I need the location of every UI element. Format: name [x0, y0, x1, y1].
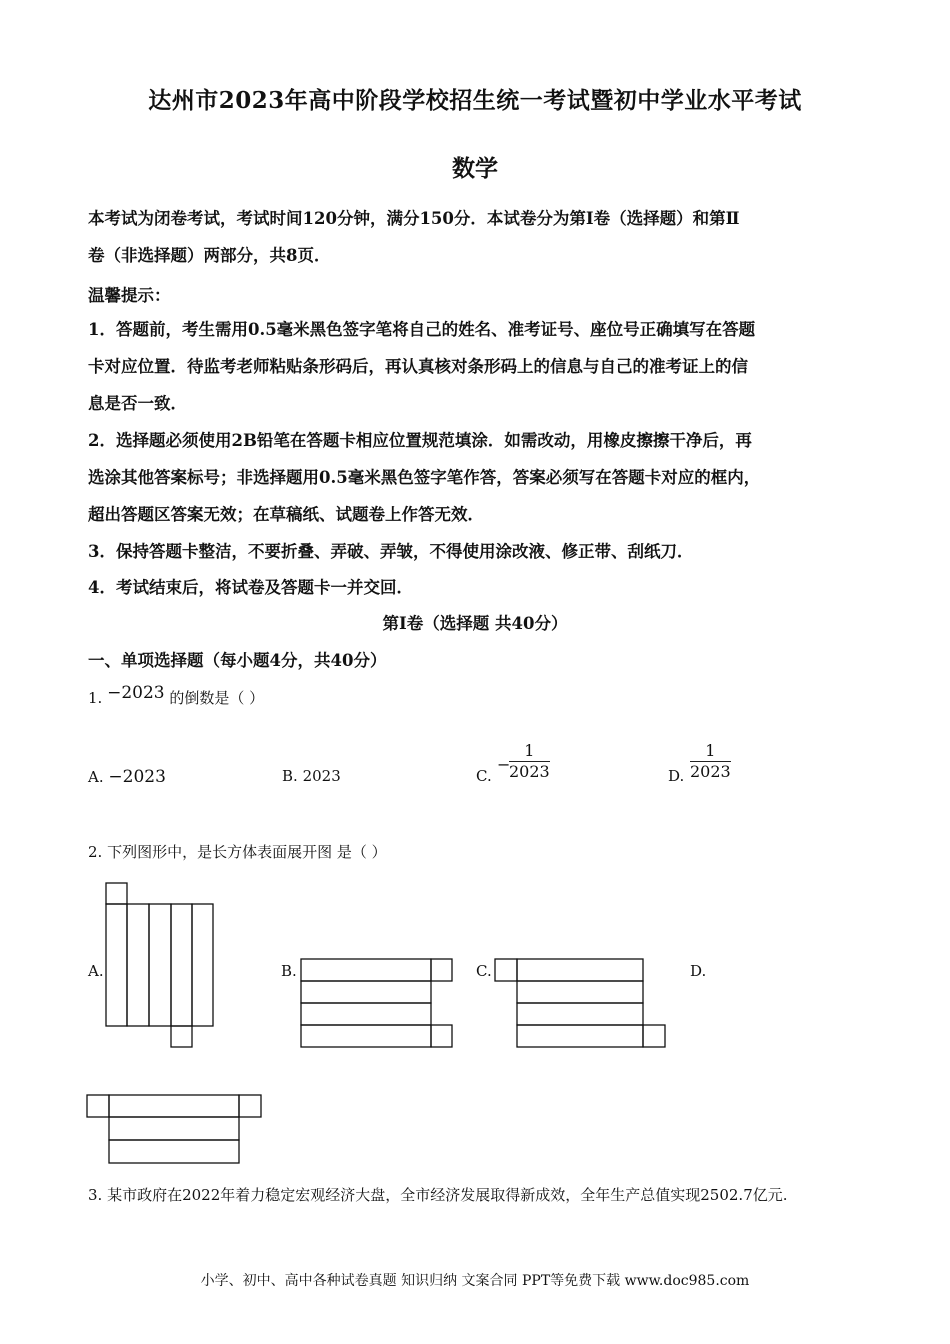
q2-option-d-label: D. [690, 962, 707, 980]
exam-title: 达州市2023年高中阶段学校招生统一考试暨初中学业水平考试 [148, 87, 802, 114]
question-3-stem: 3. 某市政府在2022年着力稳定宏观经济大盘，全市经济发展取得新成效，全年生产总值实现2502.7亿元. [88, 1186, 788, 1204]
intro-line-2: 卷（非选择题）两部分，共8页． [88, 246, 331, 265]
tip-1-line-1: 1．答题前，考生需用0.5毫米黑色签字笔将自己的姓名、准考证号、座位号正确填写在答题 [88, 320, 756, 339]
net-face [431, 959, 452, 981]
net-face [171, 904, 192, 1026]
net-face [301, 1025, 431, 1047]
fraction-denominator: 2023 [690, 762, 731, 781]
part-title: 一、单项选择题（每小题4分，共40分） [88, 651, 387, 670]
net-face [192, 904, 213, 1026]
net-face [517, 1003, 643, 1025]
tip-2-line-1: 2．选择题必须使用2B铅笔在答题卡相应位置规范填涂．如需改动，用橡皮擦擦干净后，再 [88, 431, 752, 450]
q2-option-c-net [492, 955, 672, 1050]
option-label: B. [282, 767, 298, 785]
question-2-stem: 2. 下列图形中，是长方体表面展开图 是（ ） [88, 843, 387, 861]
net-face [301, 1003, 431, 1025]
q1-stem-tail: 的倒数是（ ） [169, 689, 265, 707]
net-face [109, 1140, 239, 1163]
net-face [109, 1117, 239, 1140]
question-1-stem [88, 683, 265, 708]
tip-2-line-2: 选涂其他答案标号；非选择题用0.5毫米黑色签字笔作答，答案必须写在答题卡对应的框内， [88, 468, 761, 487]
tip-3: 3．保持答题卡整洁，不要折叠、弄破、弄皱，不得使用涂改液、修正带、刮纸刀． [88, 542, 694, 561]
option-value: −2023 [108, 767, 166, 787]
q2-option-d-net [84, 1092, 266, 1168]
net-face [87, 1095, 109, 1117]
net-face [127, 904, 149, 1026]
net-face [495, 959, 517, 981]
q1-option-c-fraction [509, 742, 550, 782]
net-face [643, 1025, 665, 1047]
q2-option-b-label: B. [281, 962, 297, 980]
net-face [301, 981, 431, 1003]
tip-2-line-3: 超出答题区答案无效；在草稿纸、试题卷上作答无效． [88, 505, 484, 524]
tip-1-line-3: 息是否一致． [88, 394, 187, 413]
q1-option-c-label: C. [476, 767, 492, 785]
fraction-numerator: 1 [509, 742, 550, 762]
section-title: 第Ⅰ卷（选择题 共40分） [382, 614, 568, 633]
q1-option-b [282, 767, 341, 785]
net-face [109, 1095, 239, 1117]
fraction-numerator: 1 [690, 742, 731, 762]
q1-option-a [88, 767, 166, 787]
q2-option-a-label: A. [88, 962, 104, 980]
net-face [431, 1025, 452, 1047]
q2-option-c-label: C. [476, 962, 492, 980]
tip-4: 4．考试结束后，将试卷及答题卡一并交回． [88, 578, 413, 597]
q1-number: 1. [88, 689, 103, 707]
net-face [517, 981, 643, 1003]
net-face [301, 959, 431, 981]
q2-option-a-net [100, 880, 220, 1052]
q1-expression: −2023 [107, 683, 165, 703]
q1-option-c-sign: − [497, 755, 511, 774]
tip-1-line-2: 卡对应位置．待监考老师粘贴条形码后，再认真核对条形码上的信息与自己的准考证上的信 [88, 357, 748, 376]
subject-title: 数学 [452, 155, 498, 182]
option-value: 2023 [302, 767, 341, 785]
q1-option-d-fraction [690, 742, 731, 782]
tips-label: 温馨提示： [88, 286, 171, 305]
option-label: A. [88, 768, 104, 786]
intro-line-1: 本考试为闭卷考试，考试时间120分钟，满分150分．本试卷分为第Ⅰ卷（选择题）和第Ⅱ [88, 209, 740, 228]
net-face [239, 1095, 261, 1117]
fraction-denominator: 2023 [509, 762, 550, 781]
q1-option-d-label: D. [668, 767, 685, 785]
page-footer: 小学、初中、高中各种试卷真题 知识归纳 文案合同 PPT等免费下载 www.doc985.com [200, 1273, 750, 1289]
q2-option-b-net [296, 955, 456, 1050]
net-face [149, 904, 171, 1026]
net-face [517, 959, 643, 981]
net-face [106, 883, 127, 904]
net-face [517, 1025, 643, 1047]
net-face [106, 904, 127, 1026]
net-face [171, 1026, 192, 1047]
